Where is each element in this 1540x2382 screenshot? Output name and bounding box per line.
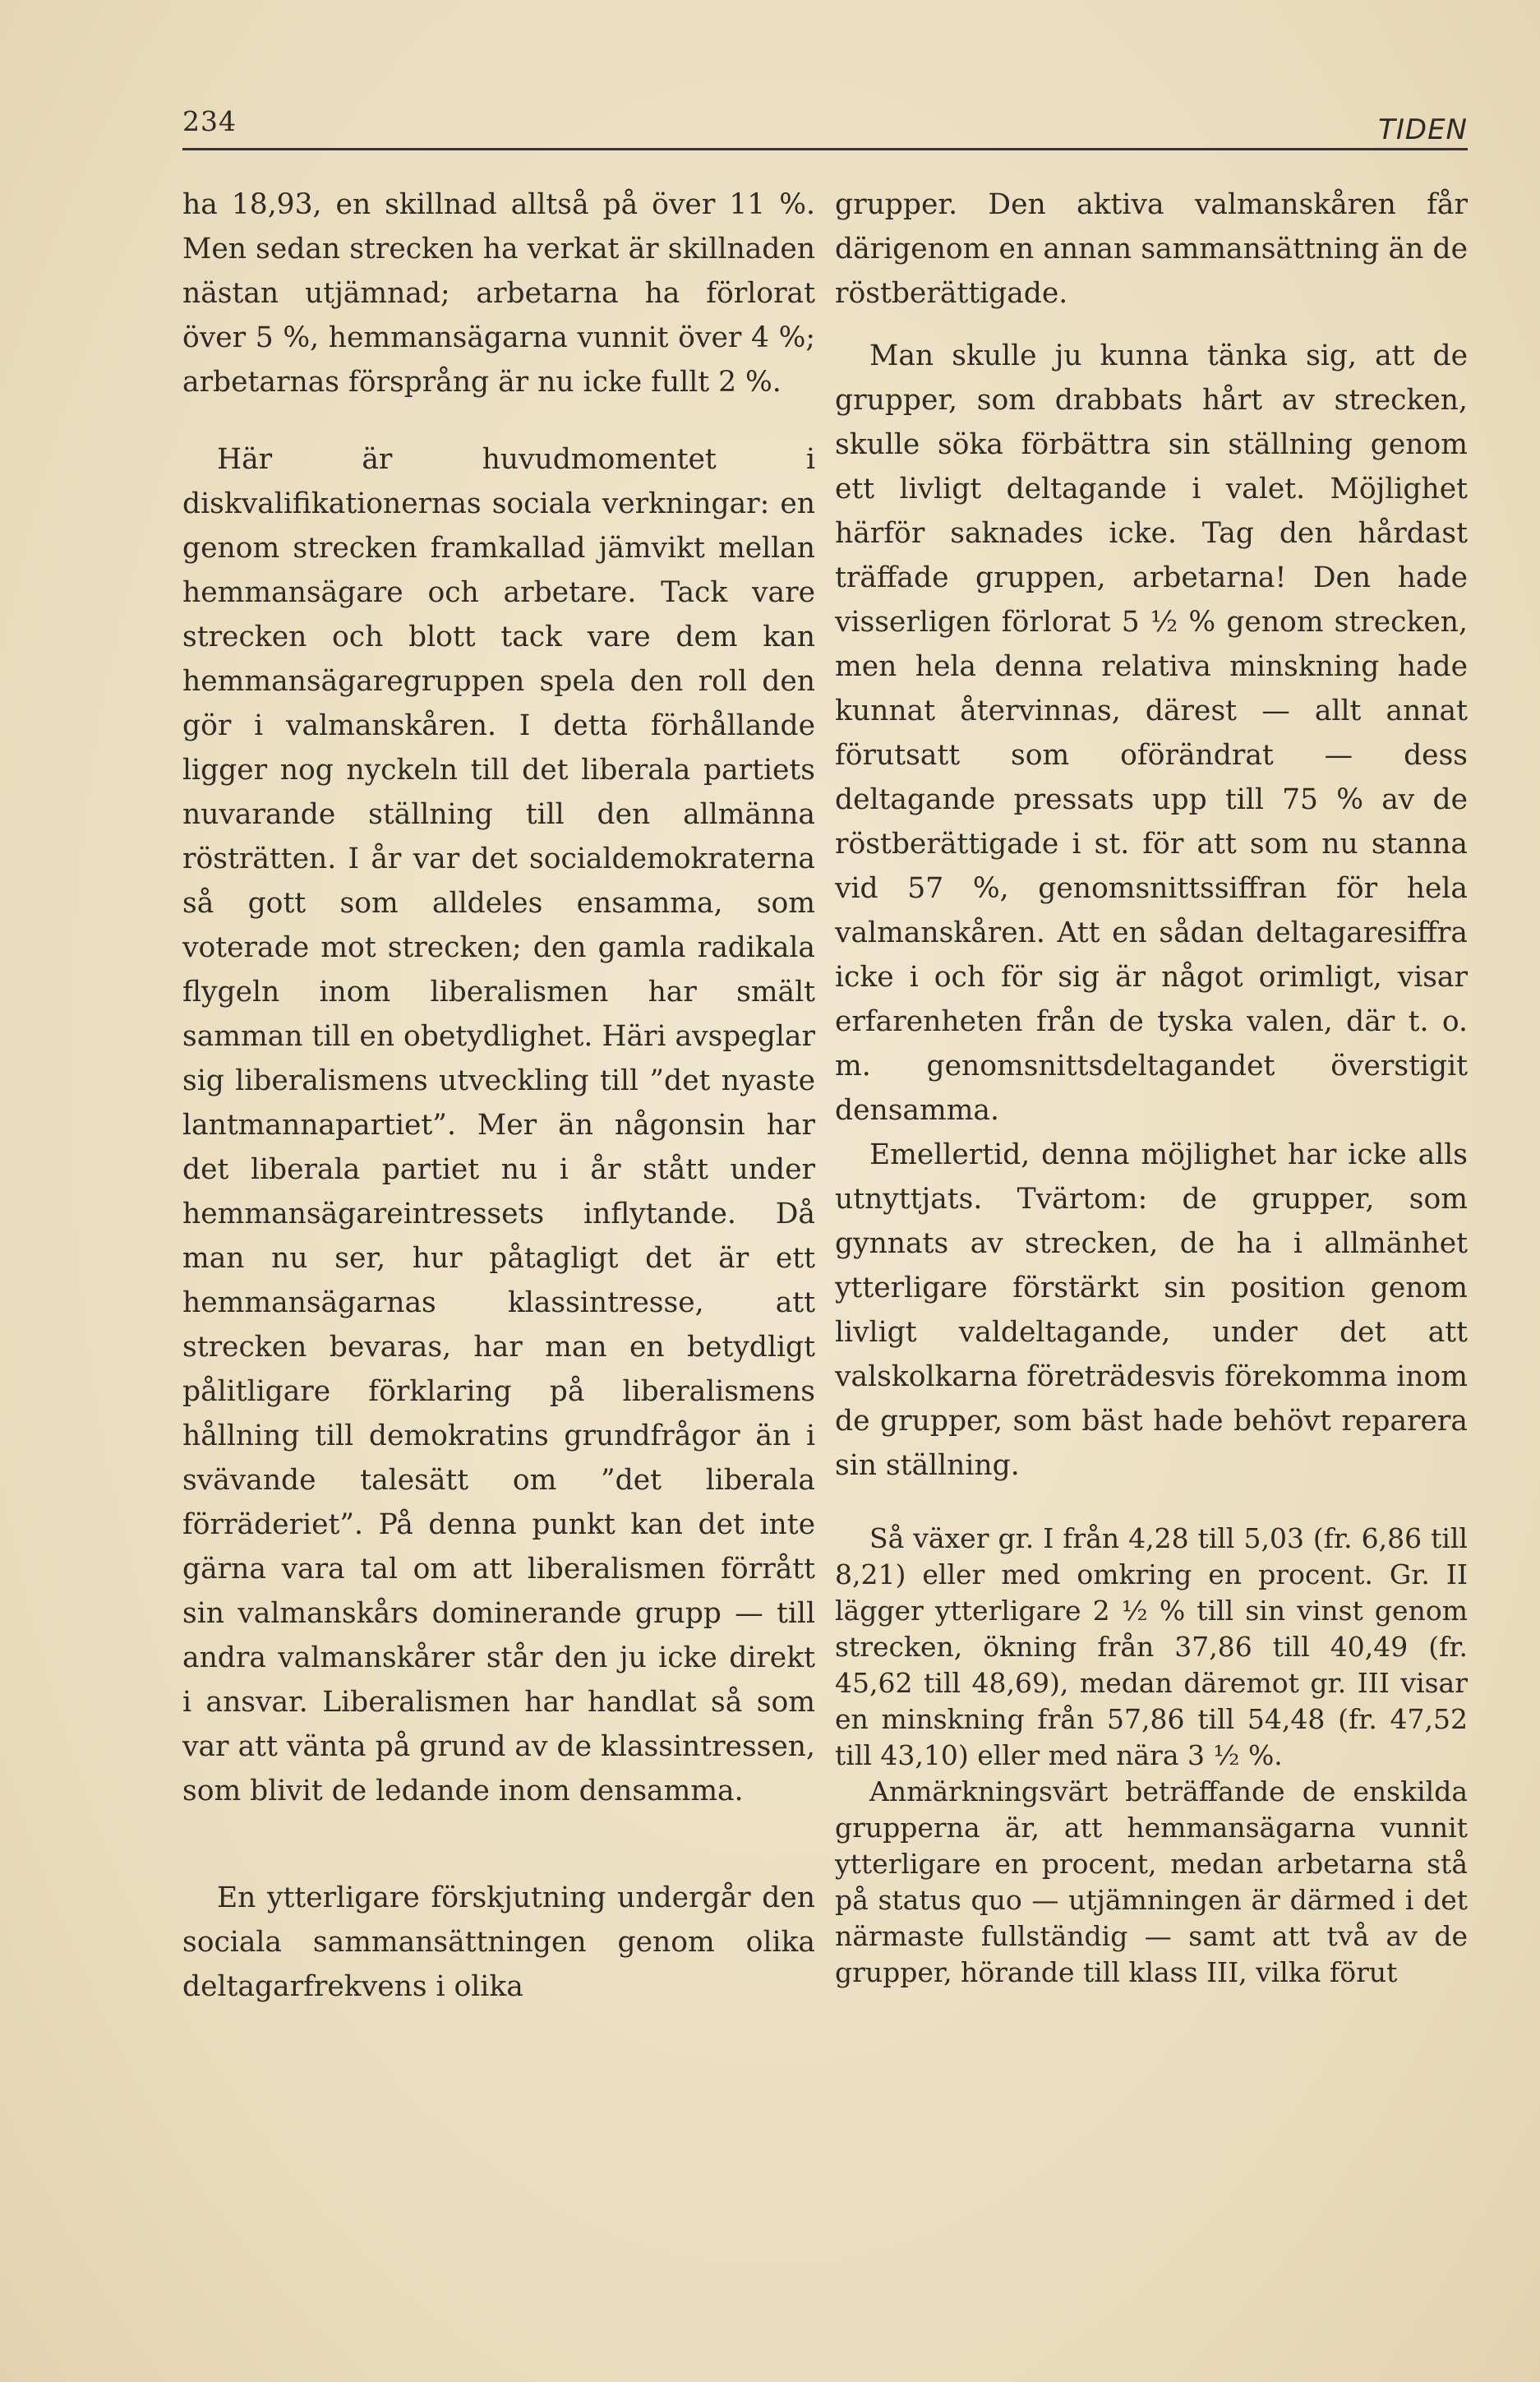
paragraph: Emellertid, denna möjlighet har icke alls utnyttjats. Tvärtom: de grupper, som gynnats av strecken, de ha i allmänhet ytterligare förstärkt sin position genom livligt valdeltagande, under det att valskolkarna företrädesvis förekomma inom de grupper, som bäst hade behövt reparera sin ställning. xyxy=(835,1138,1468,1482)
paragraph: ha 18,93, en skillnad alltså på över 11 %. Men sedan strecken ha verkat är skillnaden nästan utjämnad; arbetarna ha förlorat över 5 %, hemmansägarna vunnit över 4 %; arbetarnas försprång är nu icke fullt 2 %. xyxy=(182,188,815,399)
left-column xyxy=(182,182,815,2009)
header-rule xyxy=(182,148,1468,150)
paragraph: Här är huvudmomentet i diskvalifikationernas sociala verkningar: en genom strecken framkallad jämvikt mellan hemmansägare och arbetare. Tack vare strecken och blott tack vare dem kan hemmansägaregruppen spela den roll den gör i valmanskåren. I detta förhållande ligger nog nyckeln till det liberala partiets nuvarande ställning till den allmänna rösträtten. I år var det socialdemokraterna så gott som alldeles ensamma, som voterade mot strecken; den gamla radikala flygeln inom liberalismen har smält samman till en obetydlighet. Häri avspeglar sig liberalismens utveckling till ”det nyaste lantmannapartiet”. Mer än någonsin har det liberala partiet nu i år stått under hemmansägareintressets inflytande. Då man nu ser, hur påtagligt det är ett hemmansägarnas klassintresse, att strecken bevaras, har man en betydligt pålitligare förklaring på liberalismens hållning till demokratins grundfrågor än i svävande talesätt om ”det liberala förräderiet”. På denna punkt kan det inte gärna vara tal om att liberalismen förrått sin valmanskårs dominerande grupp — till andra valmanskårer står den ju icke direkt i ansvar. Liberalismen har handlat så som var att vänta på grund av de klassintressen, som blivit de ledande inom densamma. xyxy=(182,443,815,1807)
page-number: 234 xyxy=(182,105,237,137)
paragraph: Anmärkningsvärt beträffande de enskilda grupperna är, att hemmansägarna vunnit ytterligare en procent, medan arbetarna stå på status quo — utjämningen är därmed i det närmaste fullständig — samt att två av de grupper, hörande till klass III, vilka förut xyxy=(835,1775,1468,1988)
running-title: TIDEN xyxy=(1378,113,1468,146)
paragraph: Så växer gr. I från 4,28 till 5,03 (fr. 6,86 till 8,21) eller med omkring en procent. Gr. II lägger ytterligare 2 ½ % till sin vinst genom strecken, ökning från 37,86 till 40,49 (fr. 45,62 till 48,69), medan däremot gr. III visar en minskning från 57,86 till 54,48 (fr. 47,52 till 43,10) eller med nära 3 ½ %. xyxy=(835,1522,1468,1771)
paragraph: En ytterligare förskjutning undergår den sociala sammansättningen genom olika deltagarfrekvens i olika xyxy=(182,1881,815,2003)
right-column xyxy=(835,182,1468,1991)
page-header xyxy=(182,105,1468,145)
paragraph: Man skulle ju kunna tänka sig, att de grupper, som drabbats hårt av strecken, skulle söka förbättra sin ställning genom ett livligt deltagande i valet. Möjlighet härför saknades icke. Tag den hårdast träffade gruppen, arbetarna! Den hade visserligen förlorat 5 ½ % genom strecken, men hela denna relativa minskning hade kunnat återvinnas, därest — allt annat förutsatt som oförändrat — dess deltagande pressats upp till 75 % av de röstberättigade i st. för att som nu stanna vid 57 %, genomsnittssiffran för hela valmanskåren. Att en sådan deltagaresiffra icke i och för sig är något orimligt, visar erfarenheten från de tyska valen, där t. o. m. genomsnittsdeltagandet överstigit densamma. xyxy=(835,339,1468,1127)
paragraph: grupper. Den aktiva valmanskåren får därigenom en annan sammansättning än de röstberättigade. xyxy=(835,188,1468,310)
